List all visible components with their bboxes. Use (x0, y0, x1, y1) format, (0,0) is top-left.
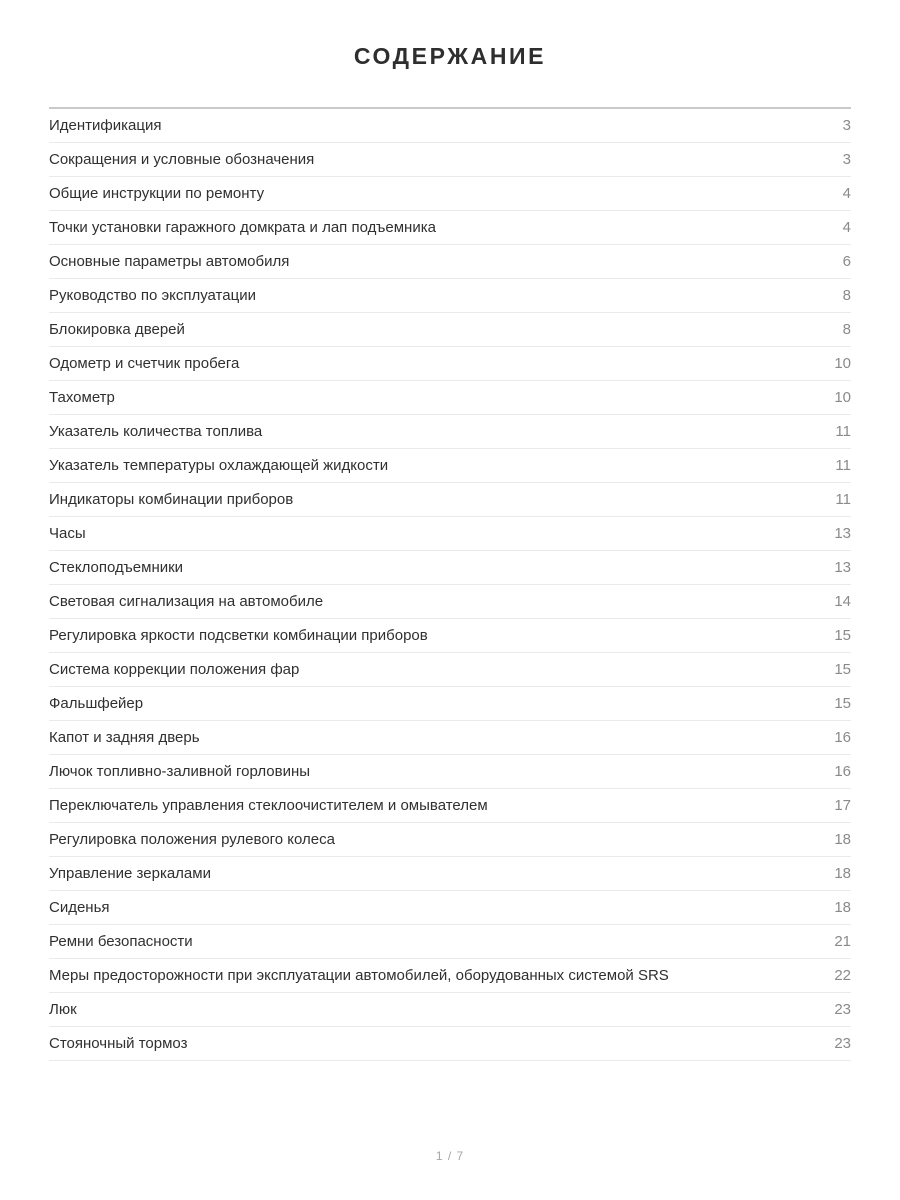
toc-entry-page-number: 16 (834, 728, 851, 746)
toc-entry-title: Руководство по эксплуатации (49, 286, 256, 304)
toc-entry-title: Сиденья (49, 898, 110, 916)
toc-entry-page-number: 10 (834, 354, 851, 372)
toc-entry-page-number: 18 (834, 898, 851, 916)
toc-entry-page-number: 21 (834, 932, 851, 950)
toc-entry-title: Фальшфейер (49, 694, 144, 712)
toc-entry[interactable] (49, 381, 851, 415)
toc-entry[interactable] (49, 891, 851, 925)
toc-entry-page-number: 3 (842, 150, 851, 168)
toc-entry-page-number: 4 (842, 184, 851, 202)
toc-entry-title: Основные параметры автомобиля (49, 252, 290, 270)
toc-entry[interactable] (49, 449, 851, 483)
toc-entry[interactable] (49, 619, 851, 653)
toc-entry-title: Точки установки гаражного домкрата и лап подъемника (49, 218, 436, 236)
toc-entry-title: Переключатель управления стеклоочистителем и омывателем (49, 796, 488, 814)
toc-entry-title: Система коррекции положения фар (49, 660, 300, 678)
toc-entry[interactable] (49, 211, 851, 245)
toc-entry-title: Сокращения и условные обозначения (49, 150, 315, 168)
toc-entry[interactable] (49, 755, 851, 789)
toc-entry-title: Ремни безопасности (49, 932, 193, 950)
toc-entry-page-number: 15 (834, 626, 851, 644)
toc-entry-page-number: 13 (834, 558, 851, 576)
toc-entry[interactable] (49, 517, 851, 551)
toc-entry-title: Регулировка яркости подсветки комбинации приборов (49, 626, 428, 644)
toc-entry[interactable] (49, 177, 851, 211)
toc-entry[interactable] (49, 721, 851, 755)
toc-entry-page-number: 8 (842, 320, 851, 338)
table-of-contents (49, 107, 851, 1061)
toc-entry[interactable] (49, 313, 851, 347)
toc-entry-title: Тахометр (49, 388, 115, 406)
toc-entry-title: Стеклоподъемники (49, 558, 184, 576)
toc-entry[interactable] (49, 279, 851, 313)
toc-entry-page-number: 15 (834, 694, 851, 712)
toc-entry[interactable] (49, 823, 851, 857)
toc-entry-page-number: 11 (835, 490, 851, 508)
toc-entry[interactable] (49, 245, 851, 279)
toc-entry-page-number: 18 (834, 864, 851, 882)
toc-entry-title: Идентификация (49, 116, 162, 134)
toc-entry[interactable] (49, 109, 851, 143)
toc-entry-title: Регулировка положения рулевого колеса (49, 830, 335, 848)
toc-entry-page-number: 13 (834, 524, 851, 542)
toc-entry-title: Указатель температуры охлаждающей жидкости (49, 456, 389, 474)
toc-entry-title: Управление зеркалами (49, 864, 211, 882)
toc-entry-title: Общие инструкции по ремонту (49, 184, 265, 202)
toc-entry-title: Капот и задняя дверь (49, 728, 200, 746)
toc-entry-page-number: 18 (834, 830, 851, 848)
toc-entry[interactable] (49, 483, 851, 517)
toc-entry-page-number: 22 (834, 966, 851, 984)
toc-entry-page-number: 10 (834, 388, 851, 406)
toc-entry-title: Лючок топливно-заливной горловины (49, 762, 311, 780)
toc-entry-title: Индикаторы комбинации приборов (49, 490, 294, 508)
toc-entry-page-number: 4 (842, 218, 851, 236)
toc-entry-title: Меры предосторожности при эксплуатации автомобилей, оборудованных системой SRS (49, 966, 669, 984)
toc-entry[interactable] (49, 789, 851, 823)
toc-entry-page-number: 16 (834, 762, 851, 780)
toc-entry-title: Стояночный тормоз (49, 1034, 188, 1052)
toc-entry[interactable] (49, 653, 851, 687)
toc-entry-title: Указатель количества топлива (49, 422, 263, 440)
toc-entry-title: Блокировка дверей (49, 320, 185, 338)
toc-entry-page-number: 6 (842, 252, 851, 270)
toc-entry[interactable] (49, 347, 851, 381)
toc-entry[interactable] (49, 415, 851, 449)
toc-entry[interactable] (49, 1027, 851, 1061)
toc-entry-page-number: 14 (834, 592, 851, 610)
toc-entry[interactable] (49, 925, 851, 959)
toc-entry[interactable] (49, 585, 851, 619)
page-title: СОДЕРЖАНИЕ (353, 43, 547, 69)
toc-entry-title: Часы (49, 524, 86, 542)
toc-entry[interactable] (49, 857, 851, 891)
toc-entry[interactable] (49, 993, 851, 1027)
page-footer: 1 / 7 (435, 1149, 465, 1163)
toc-entry-page-number: 23 (834, 1000, 851, 1018)
toc-entry[interactable] (49, 959, 851, 993)
toc-entry-title: Люк (49, 1000, 77, 1018)
toc-entry-page-number: 11 (835, 456, 851, 474)
toc-entry[interactable] (49, 551, 851, 585)
toc-entry-page-number: 8 (842, 286, 851, 304)
toc-entry-page-number: 15 (834, 660, 851, 678)
toc-entry-page-number: 11 (835, 422, 851, 440)
toc-entry-title: Световая сигнализация на автомобиле (49, 592, 324, 610)
toc-entry-title: Одометр и счетчик пробега (49, 354, 240, 372)
toc-entry-page-number: 23 (834, 1034, 851, 1052)
toc-entry-page-number: 3 (842, 116, 851, 134)
toc-entry-page-number: 17 (834, 796, 851, 814)
toc-entry[interactable] (49, 687, 851, 721)
toc-entry[interactable] (49, 143, 851, 177)
